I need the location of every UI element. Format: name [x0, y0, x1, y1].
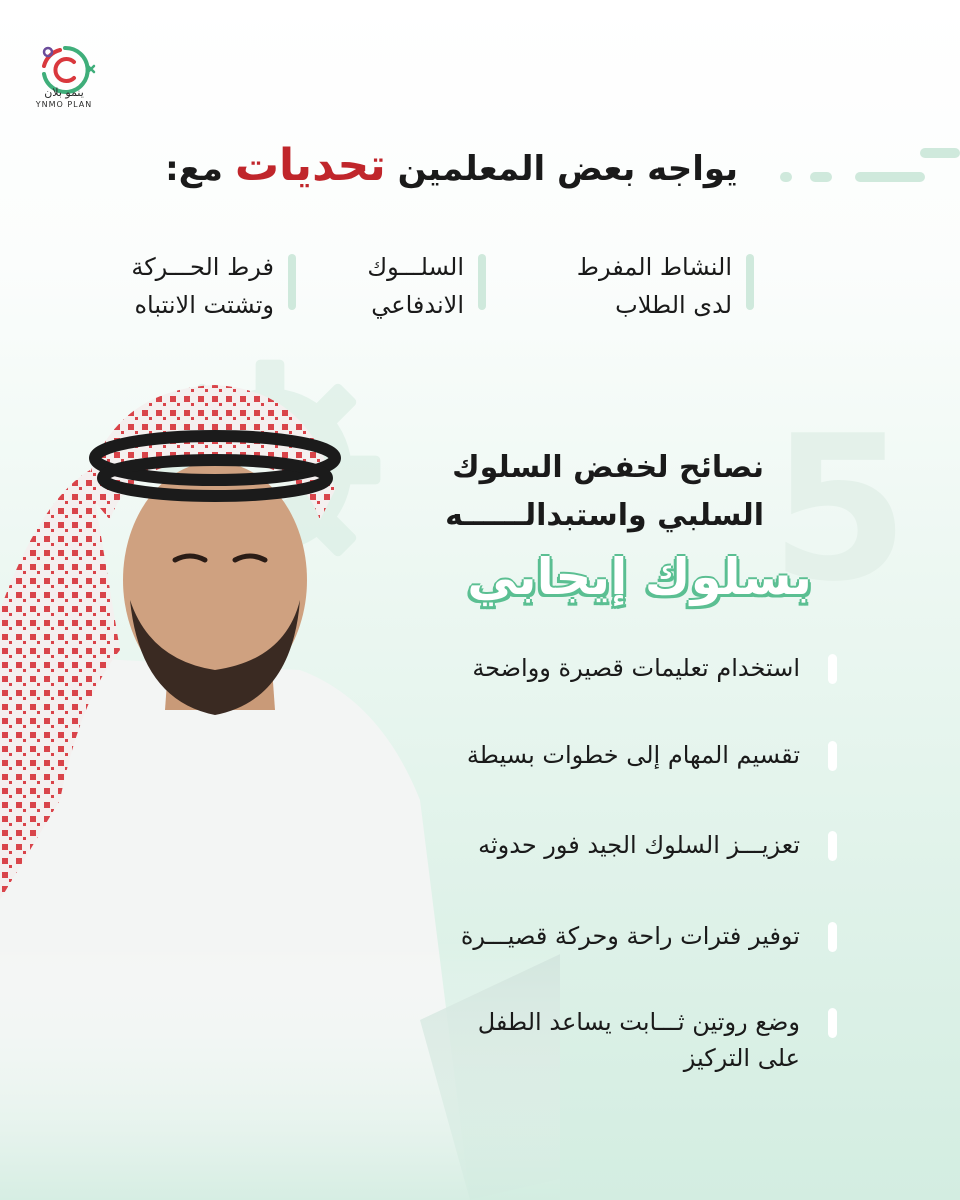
- tip-line: على التركيز: [683, 1044, 800, 1072]
- challenge-item-impulsive: [367, 248, 464, 324]
- tip-bar: [828, 654, 837, 684]
- tip-bar: [828, 1008, 837, 1038]
- challenge-bar: [478, 254, 486, 310]
- challenge-line: لدى الطلاب: [615, 291, 732, 319]
- tip-item-multiline: [478, 1004, 800, 1076]
- challenge-line: فرط الحـــركة: [131, 253, 274, 281]
- challenge-bar: [288, 254, 296, 310]
- heading-accent-word: تحديات: [234, 140, 386, 191]
- tip-item: تعزيـــز السلوك الجيد فور حدوثه: [478, 831, 800, 859]
- tip-bar: [828, 922, 837, 952]
- dash-decoration: [770, 140, 960, 190]
- challenge-item-hyperactivity: [577, 248, 732, 324]
- tip-line: وضع روتين ثـــابت يساعد الطفل: [477, 1008, 800, 1036]
- tips-title-line: السلبي واستبدالــــــه: [445, 498, 764, 533]
- tip-item: استخدام تعليمات قصيرة وواضحة: [472, 654, 800, 682]
- brand-name-arabic: ينمو بلان: [44, 86, 84, 99]
- tip-item: توفير فترات راحة وحركة قصيـــرة: [460, 922, 800, 950]
- brand-name-english: YNMO PLAN: [35, 100, 93, 109]
- heading-prefix: يواجه بعض المعلمين: [397, 149, 738, 189]
- tips-count-number: 5: [770, 393, 910, 626]
- tips-title-line: نصائح لخفض السلوك: [452, 450, 764, 485]
- tip-bar: [828, 741, 837, 771]
- challenge-line: السلـــوك: [367, 253, 464, 281]
- heading-suffix: مع:: [165, 149, 223, 189]
- page-heading: [165, 140, 738, 191]
- challenge-line: وتشتت الانتباه: [134, 291, 274, 319]
- challenge-bar: [746, 254, 754, 310]
- tips-title: [445, 444, 764, 540]
- challenge-line: النشاط المفرط: [576, 253, 732, 281]
- tip-item: تقسيم المهام إلى خطوات بسيطة: [466, 741, 800, 769]
- challenge-item-attention: [131, 248, 274, 324]
- tip-bar: [828, 831, 837, 861]
- tips-highlight: بسلوك إيجابي: [467, 548, 812, 606]
- challenge-line: الاندفاعي: [371, 291, 464, 319]
